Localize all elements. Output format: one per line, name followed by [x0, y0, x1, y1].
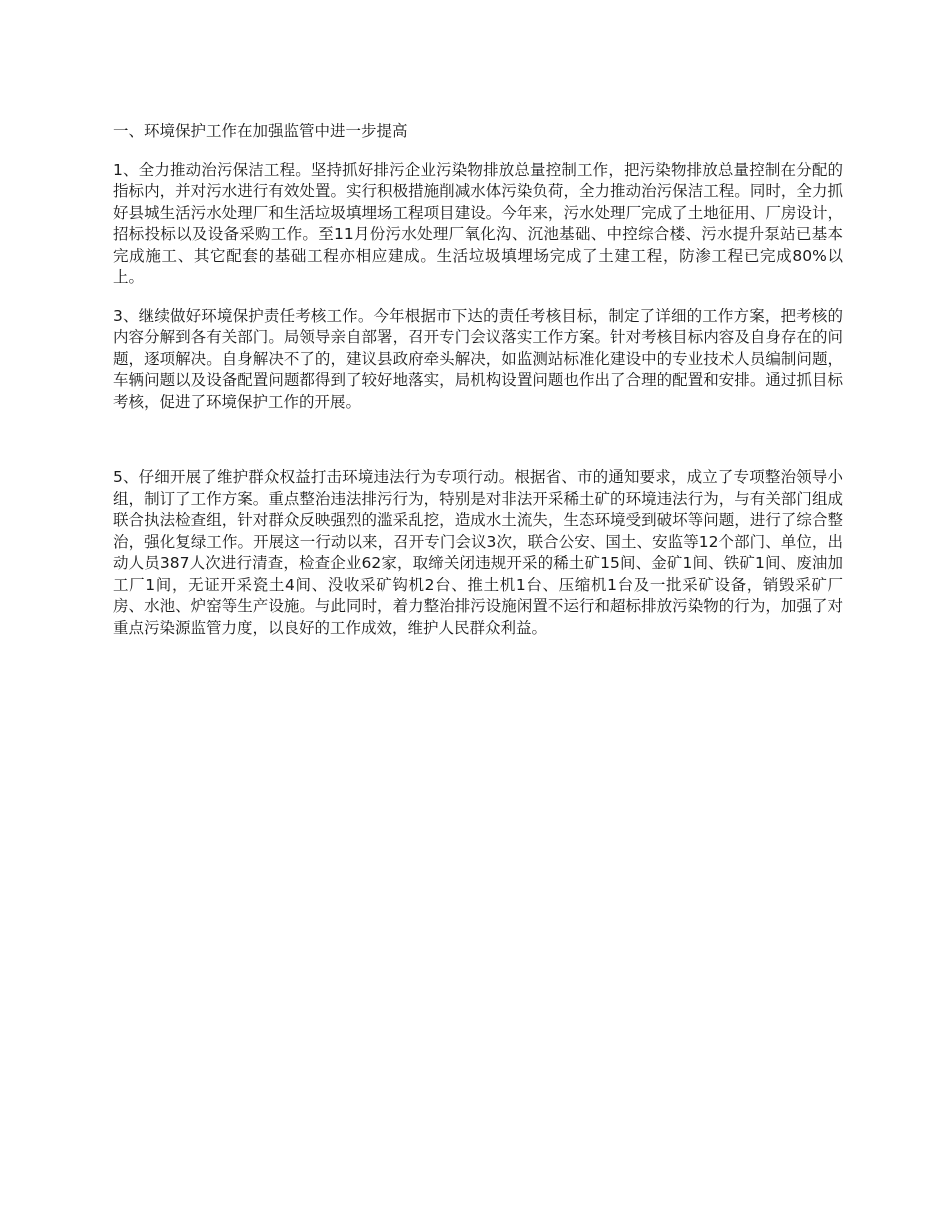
document-page — [113, 121, 843, 656]
section-heading: 一、环境保护工作在加强监管中进一步提高 — [113, 122, 408, 140]
paragraph-item-1: 1、全力推动治污保洁工程。坚持抓好排污企业污染物排放总量控制工作，把污染物排放总量控制在分配的指标内，并对污水进行有效处置。实行积极措施削减水体污染负荷，全力推动治污保洁工程。同时，全力抓好县城生活污水处理厂和生活垃圾填埋场工程项目建设。今年来，污水处理厂完成了土地征用、厂房设计，招标投标以及设备采购工作。至11月份污水处理厂氧化沟、沉池基础、中控综合楼、污水提升泵站已基本完成施工、其它配套的基础工程亦相应建成。生活垃圾填埋场完成了土建工程，防渗工程已完成80%以上。 — [113, 160, 843, 286]
paragraph-item-3: 3、继续做好环境保护责任考核工作。今年根据市下达的责任考核目标，制定了详细的工作方案，把考核的内容分解到各有关部门。局领导亲自部署，召开专门会议落实工作方案。针对考核目标内容及自身存在的问题，逐项解决。自身解决不了的，建议县政府牵头解决，如监测站标准化建设中的专业技术人员编制问题，车辆问题以及设备配置问题都得到了较好地落实，局机构设置问题也作出了合理的配置和安排。通过抓目标考核，促进了环境保护工作的开展。 — [113, 306, 843, 411]
paragraph-item-5: 5、仔细开展了维护群众权益打击环境违法行为专项行动。根据省、市的通知要求，成立了专项整治领导小组，制订了工作方案。重点整治违法排污行为，特别是对非法开采稀土矿的环境违法行为，与有关部门组成联合执法检查组，针对群众反映强烈的滥采乱挖，造成水土流失，生态环境受到破坏等问题，进行了综合整治，强化复绿工作。开展这一行动以来，召开专门会议3次，联合公安、国土、安监等12个部门、单位，出动人员387人次进行清查，检查企业62家，取缔关闭违规开采的稀土矿15间、金矿1间、铁矿1间、废油加工厂1间，无证开采瓷土4间、没收采矿钩机2台、推土机1台、压缩机1台及一批采矿设备，销毁采矿厂房、水池、炉窑等生产设施。与此同时，着力整治排污设施闲置不运行和超标排放污染物的行为，加强了对重点污染源监管力度，以良好的工作成效，维护人民群众利益。 — [113, 468, 843, 637]
paragraph-gap — [113, 430, 843, 467]
